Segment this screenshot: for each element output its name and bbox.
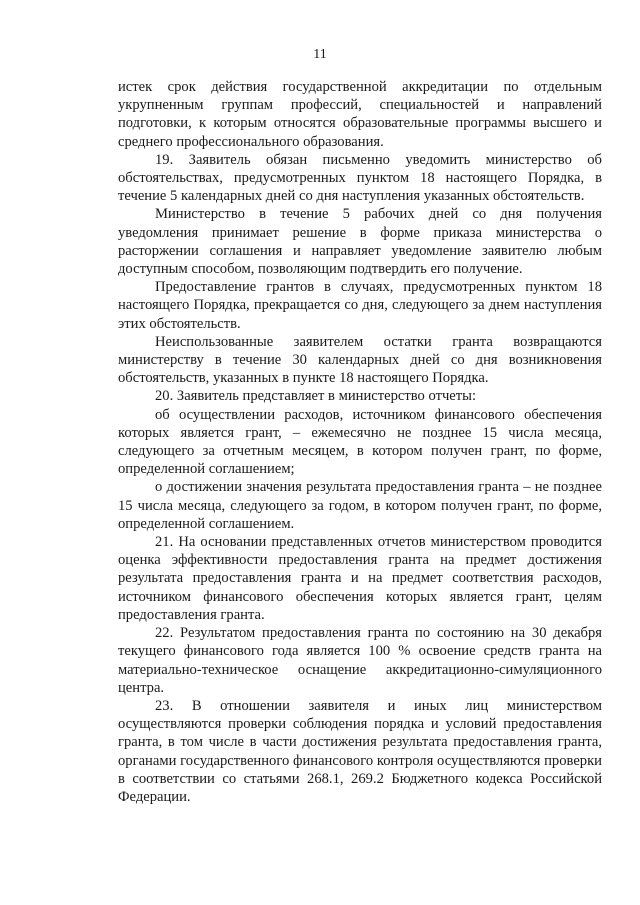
document-body [118,78,602,806]
paragraph-unused-balance: Неиспользованные заявителем остатки гранта возвращаются министерству в течение 30 календарных дней со дня возникновения обстоятельств, указанных в пункте 18 настоящего Порядка. [118,333,602,387]
paragraph-ministry-decision: Министерство в течение 5 рабочих дней со дня получения уведомления принимает решение в форме приказа министерства о расторжении соглашения и направляет уведомление заявителю любым доступным способом, позволяющим подтвердить его получение. [118,206,602,278]
paragraph-21: 21. На основании представленных отчетов министерством проводится оценка эффективности предоставления гранта на предмет достижения результата предоставления гранта и на предмет соответствия расходов, источником финансового обеспечения которых является грант, целям предоставления гранта. [118,534,602,623]
page-number: 11 [313,47,327,62]
paragraph-grant-termination: Предоставление грантов в случаях, предусмотренных пунктом 18 настоящего Порядка, прекращается со дня, следующего за днем наступления этих обстоятельств. [118,279,602,332]
paragraph-19: 19. Заявитель обязан письменно уведомить министерство об обстоятельствах, предусмотренных пунктом 18 настоящего Порядка, в течение 5 календарных дней со дня наступления указанных обстоятельств. [118,151,602,205]
paragraph-20-expenses-report: об осуществлении расходов, источником финансового обеспечения которых является грант, – ежемесячно не позднее 15 числа месяца, следующего за отчетным месяцем, в котором получен грант, по форме, определенной соглашением; [118,406,602,478]
paragraph-20-result-report: о достижении значения результата предоставления гранта – не позднее 15 числа месяца, следующего за годом, в котором получен грант, по форме, определенной соглашением. [118,479,602,532]
paragraph-23: 23. В отношении заявителя и иных лиц министерством осуществляются проверки соблюдения порядка и условий предоставления гранта, в том числе в части достижения результата предоставления гранта, органами государственного финансового контроля осуществляются проверки в соответствии со статьями 268.1, 269.2 Бюджетного кодекса Российской Федерации. [118,697,602,805]
paragraph-22: 22. Результатом предоставления гранта по состоянию на 30 декабря текущего финансового года является 100 % освоение средств гранта на материально-техническое оснащение аккредитационно-симуляционного центра. [118,625,602,696]
paragraph-continuation: истек срок действия государственной аккредитации по отдельным укрупненным группам профессий, специальностей и направлений подготовки, к которым относятся образовательные программы высшего и среднего профессионального образования. [118,79,602,150]
paragraph-20: 20. Заявитель представляет в министерство отчеты: [155,388,477,405]
